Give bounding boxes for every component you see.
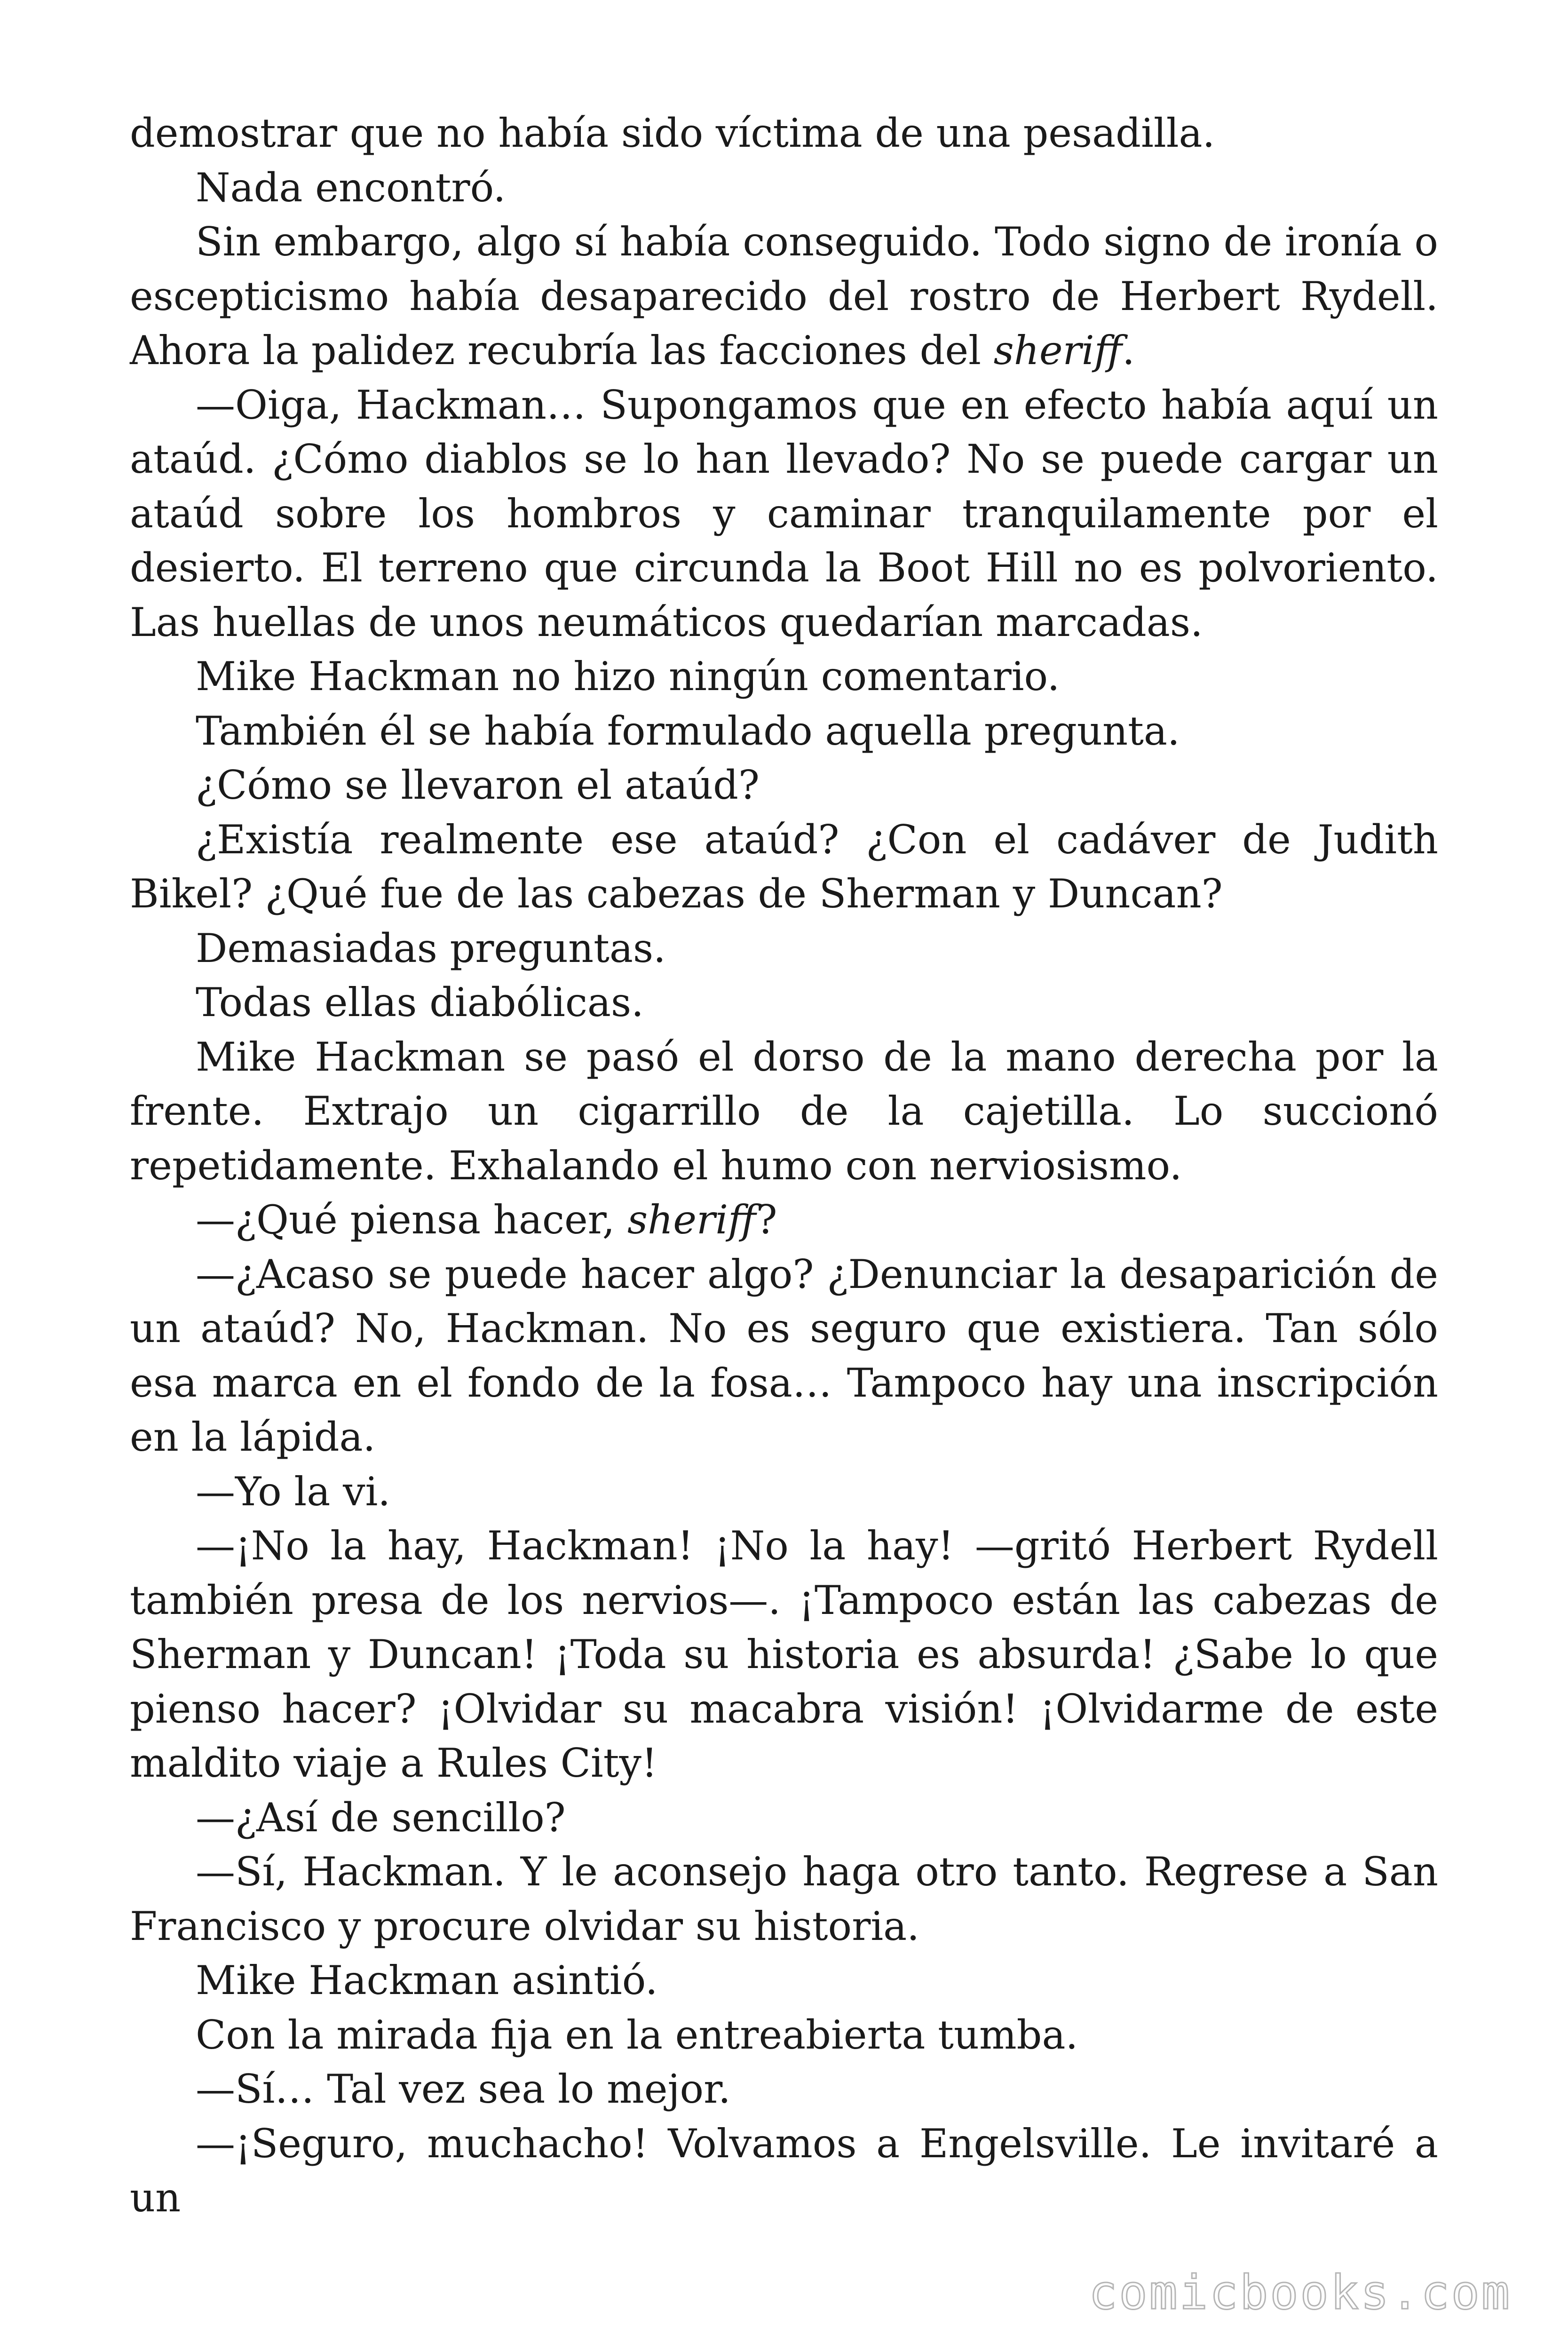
paragraph xyxy=(130,106,1438,161)
text-run: ¿Existía realmente ese ataúd? ¿Con el cadáver de Judith Bikel? ¿Qué fue de las cabezas de Sherman y Duncan? xyxy=(130,816,1438,917)
text-run: —Sí… Tal vez sea lo mejor. xyxy=(196,2066,731,2112)
text-run: Mike Hackman se pasó el dorso de la mano derecha por la frente. Extrajo un cigarrillo de la cajetilla. Lo succionó repetidamente. Exhalando el humo con nerviosismo. xyxy=(130,1033,1438,1189)
italic-text-run: sheriff xyxy=(627,1197,756,1243)
text-run: También él se había formulado aquella pregunta. xyxy=(196,707,1180,754)
text-run: —Oiga, Hackman… Supongamos que en efecto había aquí un ataúd. ¿Cómo diablos se lo han llevado? No se puede cargar un ataúd sobre los hombros y caminar tranquilamente por el desierto. El terreno que circunda la Boot Hill no es polvoriento. Las huellas de unos neumáticos quedarían marcadas. xyxy=(130,381,1438,645)
text-run: demostrar que no había sido víctima de una pesadilla. xyxy=(130,110,1215,156)
paragraph xyxy=(130,1248,1438,1465)
page-body-text xyxy=(130,106,1438,2225)
paragraph xyxy=(130,704,1438,759)
text-run: Sin embargo, algo sí había conseguido. Todo signo de ironía o escepticismo había desaparecido del rostro de Herbert Rydell. Ahora la palidez recubría las facciones del xyxy=(130,219,1438,373)
paragraph xyxy=(130,1791,1438,1845)
paragraph xyxy=(130,1845,1438,1954)
italic-text-run: sheriff xyxy=(993,327,1123,373)
text-run: Mike Hackman asintió. xyxy=(196,1957,658,2003)
text-run: —¡No la hay, Hackman! ¡No la hay! —gritó Herbert Rydell también presa de los nervios—. ¡Tampoco están las cabezas de Sherman y Duncan! ¡Toda su historia es absurda! ¿Sabe lo que pienso hacer? ¡Olvidar su macabra visión! ¡Olvidarme de este maldito viaje a Rules City! xyxy=(130,1523,1438,1786)
paragraph xyxy=(130,378,1438,650)
text-run: —Sí, Hackman. Y le aconsejo haga otro tanto. Regrese a San Francisco y procure olvidar su historia. xyxy=(130,1849,1438,1949)
paragraph xyxy=(130,1193,1438,1248)
paragraph xyxy=(130,1519,1438,1791)
paragraph xyxy=(130,2117,1438,2225)
text-run: ¿Cómo se llevaron el ataúd? xyxy=(196,762,760,808)
paragraph xyxy=(130,1030,1438,1193)
text-run: —Yo la vi. xyxy=(196,1468,391,1515)
text-run: Demasiadas preguntas. xyxy=(196,925,666,971)
paragraph xyxy=(130,922,1438,976)
paragraph xyxy=(130,813,1438,922)
paragraph xyxy=(130,215,1438,378)
paragraph xyxy=(130,758,1438,813)
text-run: Nada encontró. xyxy=(196,164,506,211)
paragraph xyxy=(130,1465,1438,1519)
text-run: . xyxy=(1122,327,1135,373)
text-run: —¿Así de sencillo? xyxy=(196,1794,566,1841)
text-run: Mike Hackman no hizo ningún comentario. xyxy=(196,653,1060,699)
text-run: Con la mirada fija en la entreabierta tumba. xyxy=(196,2011,1078,2058)
paragraph xyxy=(130,161,1438,215)
paragraph xyxy=(130,650,1438,704)
paragraph xyxy=(130,1954,1438,2008)
text-run: Todas ellas diabólicas. xyxy=(196,979,644,1025)
paragraph xyxy=(130,2008,1438,2063)
paragraph xyxy=(130,976,1438,1030)
text-run: ? xyxy=(756,1197,777,1243)
paragraph xyxy=(130,2062,1438,2117)
text-run: —¿Acaso se puede hacer algo? ¿Denunciar la desaparición de un ataúd? No, Hackman. No es seguro que existiera. Tan sólo esa marca en el fondo de la fosa… Tampoco hay una inscripción en la lápida. xyxy=(130,1251,1438,1460)
watermark: comicbooks.com xyxy=(1089,2265,1512,2320)
text-run: —¿Qué piensa hacer, xyxy=(196,1197,628,1243)
text-run: —¡Seguro, muchacho! Volvamos a Engelsville. Le invitaré a un xyxy=(130,2120,1438,2221)
